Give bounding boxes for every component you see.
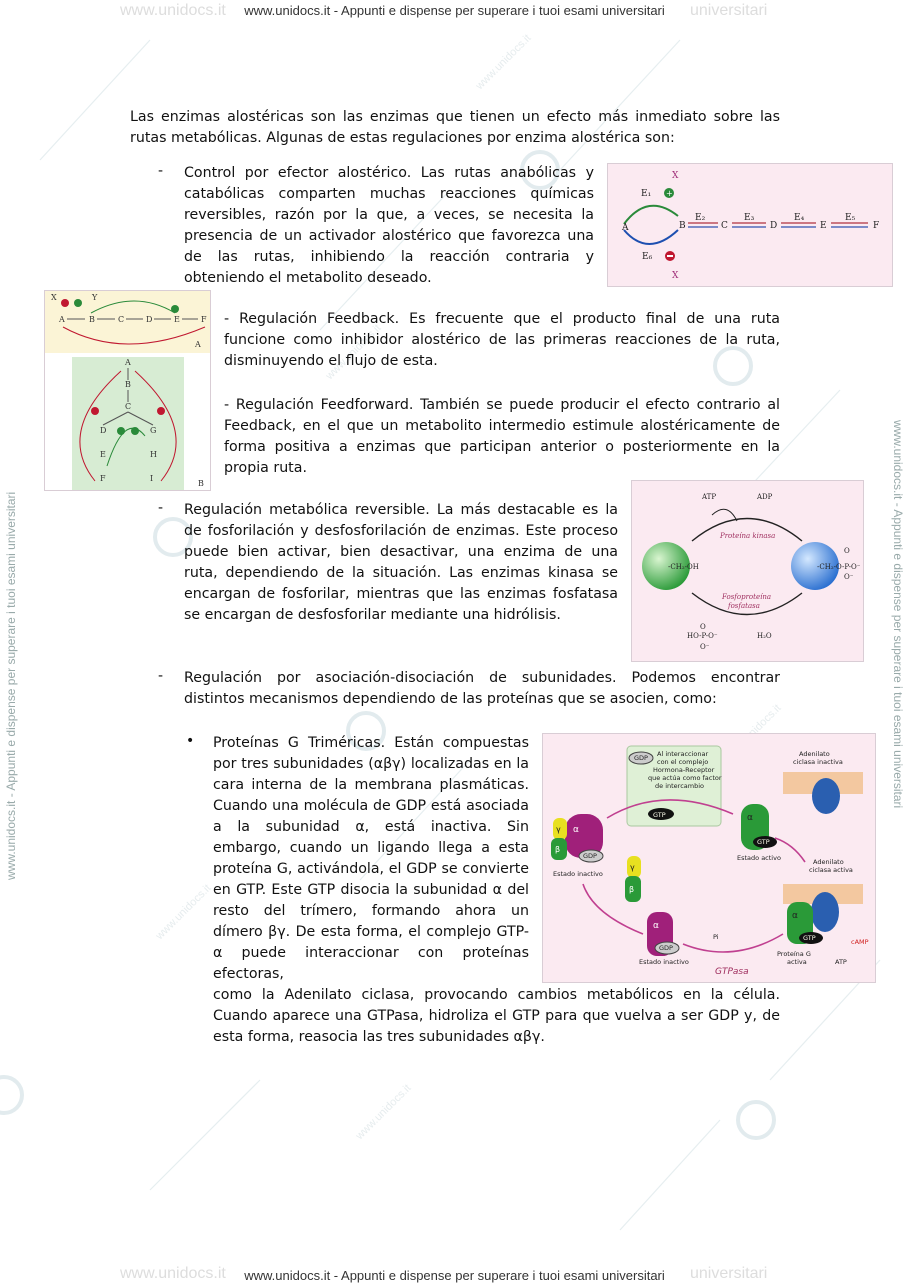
watermark-text: www.unidocs.it: [353, 1082, 414, 1143]
svg-text:cAMP: cAMP: [851, 938, 869, 946]
svg-text:C: C: [125, 402, 132, 411]
item-subunit-association: Regulación por asociación-disociación de subunidades. Podemos encontrar distintos mecanismos dependiendo de las proteínas que se asocien, como:: [184, 670, 780, 707]
g-protein-paragraph-continued: como la Adenilato ciclasa, provocando cambios metabólicos en la célula. Cuando aparece una GTPasa, hidroliza el GTP para que vuelva a ser GDP y, de esta forma, reasocia las tres subunidades αβγ.: [213, 987, 780, 1045]
bullet-dash: -: [158, 668, 164, 684]
svg-text:GTP: GTP: [803, 934, 816, 942]
svg-text:ATP: ATP: [835, 958, 847, 966]
svg-text:Hormona-Receptor: Hormona-Receptor: [653, 766, 715, 774]
svg-text:Estado inactivo: Estado inactivo: [553, 870, 603, 878]
feedforward-paragraph: - Regulación Feedforward. También se puede producir el efecto contrario al Feedback, en el que un metabolito intermedio estimule alostéricamente de forma positiva a enzimas que participan anterior o posteriormente en la propia ruta.: [224, 397, 780, 476]
svg-text:de intercambio: de intercambio: [655, 782, 704, 790]
svg-text:que actúa como factor: que actúa como factor: [648, 774, 722, 782]
svg-text:ATP: ATP: [702, 493, 717, 501]
svg-text:-CH₂-O-P-O⁻: -CH₂-O-P-O⁻: [817, 563, 861, 571]
svg-text:Proteína kinasa: Proteína kinasa: [720, 532, 776, 540]
svg-text:E: E: [820, 221, 827, 231]
svg-text:activa: activa: [787, 958, 807, 966]
svg-text:α: α: [792, 911, 798, 921]
svg-text:Fosfoproteína: Fosfoproteína: [722, 593, 772, 601]
svg-text:fosfatasa: fosfatasa: [728, 602, 760, 610]
svg-text:-CH₂-OH: -CH₂-OH: [668, 563, 699, 571]
svg-text:E₄: E₄: [794, 213, 805, 223]
svg-text:I: I: [150, 474, 154, 483]
figure-allosteric-effector: [607, 163, 893, 287]
svg-text:E₆: E₆: [642, 252, 653, 262]
svg-text:F: F: [100, 474, 106, 483]
svg-text:HO-P-O⁻: HO-P-O⁻: [687, 632, 718, 640]
svg-text:B: B: [89, 315, 95, 324]
svg-text:Adenilato: Adenilato: [813, 858, 844, 866]
bullet-dot: •: [186, 733, 195, 749]
svg-text:E₅: E₅: [845, 213, 856, 223]
feedback-paragraph: - Regulación Feedback. Es frecuente que el producto final de una ruta funcione como inhibidor alostérico de las primeras reacciones de la ruta, disminuyendo el flujo de esta.: [224, 311, 780, 369]
svg-text:E: E: [100, 450, 106, 459]
svg-text:E₂: E₂: [695, 213, 706, 223]
svg-text:E₃: E₃: [744, 213, 755, 223]
svg-text:X: X: [672, 271, 679, 281]
svg-text:Estado activo: Estado activo: [737, 854, 781, 862]
svg-text:A: A: [59, 315, 65, 324]
svg-text:Y: Y: [92, 293, 98, 302]
svg-text:GTP: GTP: [757, 838, 770, 846]
svg-text:γ: γ: [556, 825, 561, 834]
svg-text:O⁻: O⁻: [700, 643, 710, 651]
svg-text:O⁻: O⁻: [844, 573, 854, 581]
header-ghost-right: universitari: [690, 2, 768, 19]
svg-text:Estado inactivo: Estado inactivo: [639, 958, 689, 966]
svg-text:D: D: [770, 221, 778, 231]
svg-text:α: α: [653, 921, 659, 931]
footer-ghost-left: www.unidocs.it: [120, 1265, 226, 1282]
svg-text:B: B: [125, 380, 131, 389]
svg-text:C: C: [721, 221, 728, 231]
svg-text:ciclasa inactiva: ciclasa inactiva: [793, 758, 843, 766]
svg-text:O: O: [844, 547, 850, 555]
svg-text:GTPasa: GTPasa: [715, 967, 749, 977]
figure-g-protein-cycle: [542, 733, 876, 983]
g-protein-paragraph: Proteínas G Triméricas. Están compuestas por tres subunidades (αβγ) localizadas en la cara interna de la membrana plasmáticas. Cuando una molécula de GDP está asociada a la subunidad α, está inactiva. Sin embargo, cuando un ligando llega a esta proteína G, activándola, el GDP se convierte en GTP. Este GTP disocia la subunidad α del resto del trímero, formando ahora un dímero βγ. De esta forma, el complejo GTP-α puede interaccionar con proteínas efectoras,: [213, 735, 529, 982]
svg-text:β: β: [629, 885, 635, 894]
watermark-text: www.unidocs.it: [153, 882, 214, 943]
bullet-dash: -: [158, 500, 164, 516]
svg-text:G: G: [150, 426, 157, 435]
side-watermark-left: www.unidocs.it - Appunti e dispense per superare i tuoi esami universitari: [4, 491, 18, 880]
svg-text:GTP: GTP: [653, 811, 666, 819]
svg-text:γ: γ: [630, 863, 635, 872]
intro-paragraph: Las enzimas alostéricas son las enzimas que tienen un efecto más inmediato sobre las rutas metabólicas. Algunas de estas regulaciones por enzima alostérica son:: [130, 109, 780, 146]
svg-text:GDP: GDP: [659, 944, 673, 952]
svg-text:Proteína G: Proteína G: [777, 950, 811, 958]
svg-text:F: F: [873, 221, 880, 231]
svg-text:Pi: Pi: [713, 933, 719, 941]
watermark-text: www.unidocs.it: [473, 32, 534, 93]
svg-text:Al interaccionar: Al interaccionar: [657, 750, 709, 758]
svg-text:H₂O: H₂O: [757, 632, 772, 640]
svg-text:B: B: [679, 221, 686, 231]
svg-text:con el complejo: con el complejo: [657, 758, 709, 766]
header-ghost-left: www.unidocs.it: [120, 2, 226, 19]
svg-text:A: A: [125, 358, 131, 367]
svg-text:X: X: [51, 293, 57, 302]
svg-text:C: C: [118, 315, 125, 324]
svg-text:GDP: GDP: [634, 754, 648, 762]
svg-text:D: D: [100, 426, 107, 435]
svg-text:E₁: E₁: [641, 189, 652, 199]
svg-text:α: α: [747, 813, 753, 823]
svg-text:E: E: [174, 315, 180, 324]
svg-text:D: D: [146, 315, 153, 324]
svg-text:+: +: [666, 189, 673, 198]
item-reversible-regulation: Regulación metabólica reversible. La más destacable es la de fosforilación y desfosforilación de enzimas. Este proceso puede bien activar, bien desactivar, una enzima de una ruta, dependiendo de la situación. Las enzimas kinasa se encargan de fosforilar, mientras que las enzimas fosfatasa se encargan de desfosforilar mediante una hidrólisis.: [184, 502, 618, 623]
bullet-dash: -: [158, 163, 164, 179]
item-allosteric-effector: Control por efector alostérico. Las rutas anabólicas y catabólicas comparten muchas reacciones químicas reversibles, razón por la que, a veces, se necesita la presencia de un activador alostérico que favorezca una de las rutas, inhibiendo la reacción contraria y obteniendo el metabolito deseado.: [184, 165, 594, 286]
svg-text:α: α: [573, 825, 579, 835]
watermark-text: www.unidocs.it: [323, 322, 384, 383]
svg-text:O: O: [700, 623, 706, 631]
svg-text:B: B: [198, 479, 204, 488]
svg-text:A: A: [622, 223, 629, 233]
svg-text:A: A: [195, 340, 201, 349]
page-header[interactable]: www.unidocs.it - Appunti e dispense per superare i tuoi esami universitari: [244, 3, 665, 18]
svg-text:H: H: [150, 450, 157, 459]
svg-text:X: X: [672, 171, 679, 181]
svg-text:F: F: [201, 315, 207, 324]
svg-text:β: β: [555, 845, 561, 854]
page-footer[interactable]: www.unidocs.it - Appunti e dispense per superare i tuoi esami universitari: [244, 1268, 665, 1283]
side-watermark-right: www.unidocs.it - Appunti e dispense per superare i tuoi esami universitari: [891, 420, 905, 809]
footer-ghost-right: universitari: [690, 1265, 768, 1282]
svg-text:ADP: ADP: [757, 493, 773, 501]
svg-text:Adenilato: Adenilato: [799, 750, 830, 758]
figure-feedback-pathways: [44, 290, 211, 491]
figure-phosphorylation-cycle: [631, 480, 864, 662]
svg-text:GDP: GDP: [583, 852, 597, 860]
svg-text:ciclasa activa: ciclasa activa: [809, 866, 853, 874]
watermark-text: www.unidocs.it: [723, 702, 784, 763]
